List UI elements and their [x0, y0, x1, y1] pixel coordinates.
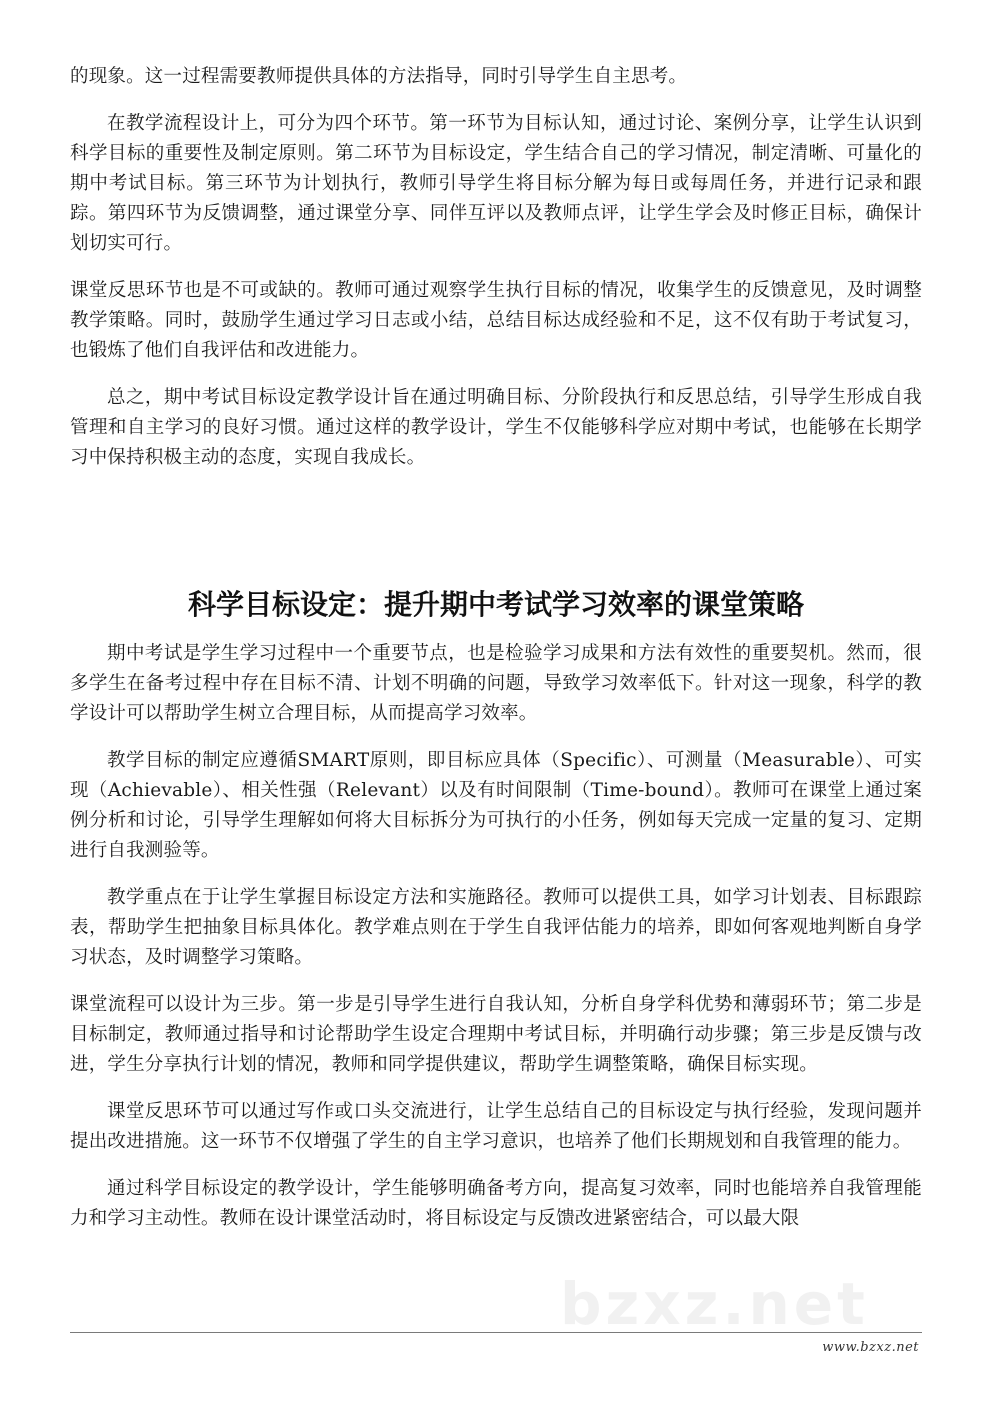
watermark-logo: bzxz.net	[560, 1270, 869, 1338]
paragraph-intro: 期中考试是学生学习过程中一个重要节点，也是检验学习成果和方法有效性的重要契机。然而，很多学生在备考过程中存在目标不清、计划不明确的问题，导致学习效率低下。针对这一现象，科学的教学设计可以帮助学生树立合理目标，从而提高学习效率。	[70, 643, 922, 724]
paragraph-continuation: 的现象。这一过程需要教师提供具体的方法指导，同时引导学生自主思考。	[70, 66, 688, 87]
paragraph-class-reflection: 课堂反思环节可以通过写作或口头交流进行，让学生总结自己的目标设定与执行经验，发现问题并提出改进措施。这一环节不仅增强了学生的自主学习意识，也培养了他们长期规划和自我管理的能力。	[70, 1101, 922, 1152]
footer-url: www.bzxz.net	[822, 1340, 919, 1355]
paragraph-class-flow: 课堂流程可以设计为三步。第一步是引导学生进行自我认知，分析自身学科优势和薄弱环节；第二步是目标制定，教师通过指导和讨论帮助学生设定合理期中考试目标，并明确行动步骤；第三步是反馈与改进，学生分享执行计划的情况，教师和同学提供建议，帮助学生调整策略，确保目标实现。	[70, 994, 922, 1075]
paragraph-teaching-process: 在教学流程设计上，可分为四个环节。第一环节为目标认知，通过讨论、案例分享，让学生认识到科学目标的重要性及制定原则。第二环节为目标设定，学生结合自己的学习情况，制定清晰、可量化的期中考试目标。第三环节为计划执行，教师引导学生将目标分解为每日或每周任务，并进行记录和跟踪。第四环节为反馈调整，通过课堂分享、同伴互评以及教师点评，让学生学会及时修正目标，确保计划切实可行。	[70, 113, 922, 254]
paragraph-reflection: 课堂反思环节也是不可或缺的。教师可通过观察学生执行目标的情况，收集学生的反馈意见，及时调整教学策略。同时，鼓励学生通过学习日志或小结，总结目标达成经验和不足，这不仅有助于考试复习，也锻炼了他们自我评估和改进能力。	[70, 280, 922, 361]
paragraph-key-points: 教学重点在于让学生掌握目标设定方法和实施路径。教师可以提供工具，如学习计划表、目标跟踪表，帮助学生把抽象目标具体化。教学难点则在于学生自我评估能力的培养，即如何客观地判断自身学习状态，及时调整学习策略。	[70, 887, 922, 968]
paragraph-conclusion: 总之，期中考试目标设定教学设计旨在通过明确目标、分阶段执行和反思总结，引导学生形成自我管理和自主学习的良好习惯。通过这样的教学设计，学生不仅能够科学应对期中考试，也能够在长期学习中保持积极主动的态度，实现自我成长。	[70, 387, 922, 468]
paragraph-smart-principle: 教学目标的制定应遵循SMART原则，即目标应具体（Specific）、可测量（Measurable）、可实现（Achievable）、相关性强（Relevant）以及有时间限制（Time-bound）。教师可在课堂上通过案例分析和讨论，引导学生理解如何将大目标拆分为可执行的小任务，例如每天完成一定量的复习、定期进行自我测验等。	[70, 750, 922, 861]
footer-divider	[70, 1332, 922, 1333]
paragraph-summary: 通过科学目标设定的教学设计，学生能够明确备考方向，提高复习效率，同时也能培养自我管理能力和学习主动性。教师在设计课堂活动时，将目标设定与反馈改进紧密结合，可以最大限	[70, 1178, 922, 1229]
document-body	[70, 62, 922, 1234]
section-title: 科学目标设定：提升期中考试学习效率的课堂策略	[187, 588, 804, 621]
